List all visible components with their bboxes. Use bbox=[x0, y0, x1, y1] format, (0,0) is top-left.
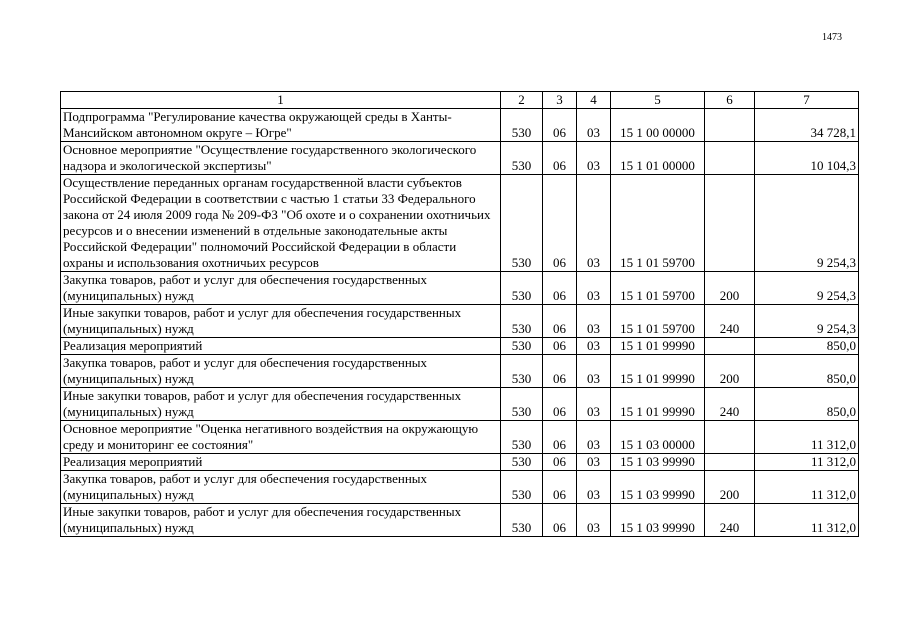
row-name: Осуществление переданных органам государственной власти субъектов Российской Федерации в соответствии с частью 1 статьи 33 Федерального закона от 24 июля 2009 года № 209-ФЗ "Об охоте и о сохранении охотничьих ресурсов и о внесении изменений в отдельные законодательные акты Российской Федерации" полномочий Российской Федерации в области охраны и использования охотничьих ресурсов bbox=[61, 175, 501, 272]
cell-ministry: 530 bbox=[501, 355, 543, 388]
cell-expense-type: 200 bbox=[705, 355, 755, 388]
cell-ministry: 530 bbox=[501, 471, 543, 504]
cell-amount: 11 312,0 bbox=[755, 454, 859, 471]
cell-section: 06 bbox=[543, 454, 577, 471]
table-row bbox=[61, 272, 859, 305]
cell-target-code: 15 1 01 99990 bbox=[611, 388, 705, 421]
cell-ministry: 530 bbox=[501, 175, 543, 272]
cell-ministry: 530 bbox=[501, 504, 543, 537]
cell-ministry: 530 bbox=[501, 272, 543, 305]
cell-target-code: 15 1 01 00000 bbox=[611, 142, 705, 175]
table-row bbox=[61, 338, 859, 355]
cell-section: 06 bbox=[543, 471, 577, 504]
cell-amount: 11 312,0 bbox=[755, 421, 859, 454]
cell-target-code: 15 1 01 99990 bbox=[611, 338, 705, 355]
cell-subsection: 03 bbox=[577, 272, 611, 305]
cell-ministry: 530 bbox=[501, 109, 543, 142]
header-cell: 1 bbox=[61, 92, 501, 109]
row-name: Основное мероприятие "Оценка негативного воздействия на окружающую среду и мониторинг ее состояния" bbox=[61, 421, 501, 454]
row-name: Иные закупки товаров, работ и услуг для обеспечения государственных (муниципальных) нужд bbox=[61, 388, 501, 421]
budget-table bbox=[60, 91, 859, 537]
cell-section: 06 bbox=[543, 504, 577, 537]
cell-section: 06 bbox=[543, 305, 577, 338]
cell-subsection: 03 bbox=[577, 504, 611, 537]
header-cell: 6 bbox=[705, 92, 755, 109]
cell-section: 06 bbox=[543, 272, 577, 305]
cell-target-code: 15 1 03 99990 bbox=[611, 504, 705, 537]
header-cell: 2 bbox=[501, 92, 543, 109]
cell-amount: 850,0 bbox=[755, 355, 859, 388]
cell-target-code: 15 1 03 99990 bbox=[611, 471, 705, 504]
cell-section: 06 bbox=[543, 142, 577, 175]
row-name: Реализация мероприятий bbox=[61, 454, 501, 471]
row-name: Иные закупки товаров, работ и услуг для обеспечения государственных (муниципальных) нужд bbox=[61, 504, 501, 537]
table-row bbox=[61, 175, 859, 272]
cell-amount: 10 104,3 bbox=[755, 142, 859, 175]
cell-amount: 850,0 bbox=[755, 388, 859, 421]
cell-expense-type bbox=[705, 421, 755, 454]
cell-ministry: 530 bbox=[501, 421, 543, 454]
cell-subsection: 03 bbox=[577, 471, 611, 504]
cell-expense-type bbox=[705, 454, 755, 471]
cell-subsection: 03 bbox=[577, 305, 611, 338]
row-name: Реализация мероприятий bbox=[61, 338, 501, 355]
cell-expense-type: 200 bbox=[705, 471, 755, 504]
cell-amount: 11 312,0 bbox=[755, 504, 859, 537]
cell-section: 06 bbox=[543, 175, 577, 272]
cell-amount: 11 312,0 bbox=[755, 471, 859, 504]
table-row bbox=[61, 504, 859, 537]
cell-expense-type bbox=[705, 175, 755, 272]
table-row bbox=[61, 471, 859, 504]
cell-target-code: 15 1 01 59700 bbox=[611, 272, 705, 305]
cell-expense-type bbox=[705, 142, 755, 175]
cell-expense-type: 200 bbox=[705, 272, 755, 305]
cell-section: 06 bbox=[543, 338, 577, 355]
cell-subsection: 03 bbox=[577, 109, 611, 142]
cell-section: 06 bbox=[543, 109, 577, 142]
cell-expense-type: 240 bbox=[705, 504, 755, 537]
cell-section: 06 bbox=[543, 355, 577, 388]
cell-subsection: 03 bbox=[577, 421, 611, 454]
cell-expense-type: 240 bbox=[705, 305, 755, 338]
cell-target-code: 15 1 00 00000 bbox=[611, 109, 705, 142]
cell-target-code: 15 1 01 59700 bbox=[611, 305, 705, 338]
table-row bbox=[61, 109, 859, 142]
header-row bbox=[61, 92, 859, 109]
header-cell: 3 bbox=[543, 92, 577, 109]
cell-target-code: 15 1 03 00000 bbox=[611, 421, 705, 454]
cell-ministry: 530 bbox=[501, 454, 543, 471]
cell-subsection: 03 bbox=[577, 388, 611, 421]
cell-ministry: 530 bbox=[501, 388, 543, 421]
cell-amount: 850,0 bbox=[755, 338, 859, 355]
cell-subsection: 03 bbox=[577, 175, 611, 272]
cell-expense-type bbox=[705, 338, 755, 355]
cell-amount: 34 728,1 bbox=[755, 109, 859, 142]
row-name: Закупка товаров, работ и услуг для обеспечения государственных (муниципальных) нужд bbox=[61, 355, 501, 388]
row-name: Основное мероприятие "Осуществление государственного экологического надзора и экологической экспертизы" bbox=[61, 142, 501, 175]
cell-amount: 9 254,3 bbox=[755, 175, 859, 272]
cell-ministry: 530 bbox=[501, 142, 543, 175]
cell-section: 06 bbox=[543, 421, 577, 454]
cell-ministry: 530 bbox=[501, 338, 543, 355]
row-name: Закупка товаров, работ и услуг для обеспечения государственных (муниципальных) нужд bbox=[61, 272, 501, 305]
cell-amount: 9 254,3 bbox=[755, 305, 859, 338]
row-name: Подпрограмма "Регулирование качества окружающей среды в Ханты-Мансийском автономном округе – Югре" bbox=[61, 109, 501, 142]
table-row bbox=[61, 388, 859, 421]
cell-subsection: 03 bbox=[577, 338, 611, 355]
cell-subsection: 03 bbox=[577, 355, 611, 388]
cell-target-code: 15 1 01 99990 bbox=[611, 355, 705, 388]
row-name: Закупка товаров, работ и услуг для обеспечения государственных (муниципальных) нужд bbox=[61, 471, 501, 504]
cell-expense-type bbox=[705, 109, 755, 142]
header-cell: 5 bbox=[611, 92, 705, 109]
cell-subsection: 03 bbox=[577, 454, 611, 471]
cell-ministry: 530 bbox=[501, 305, 543, 338]
cell-target-code: 15 1 03 99990 bbox=[611, 454, 705, 471]
row-name: Иные закупки товаров, работ и услуг для обеспечения государственных (муниципальных) нужд bbox=[61, 305, 501, 338]
table-row bbox=[61, 305, 859, 338]
header-cell: 4 bbox=[577, 92, 611, 109]
header-cell: 7 bbox=[755, 92, 859, 109]
cell-amount: 9 254,3 bbox=[755, 272, 859, 305]
table-row bbox=[61, 355, 859, 388]
page-number: 1473 bbox=[822, 32, 842, 43]
cell-subsection: 03 bbox=[577, 142, 611, 175]
table-row bbox=[61, 421, 859, 454]
cell-target-code: 15 1 01 59700 bbox=[611, 175, 705, 272]
table-row bbox=[61, 454, 859, 471]
cell-expense-type: 240 bbox=[705, 388, 755, 421]
table-row bbox=[61, 142, 859, 175]
cell-section: 06 bbox=[543, 388, 577, 421]
